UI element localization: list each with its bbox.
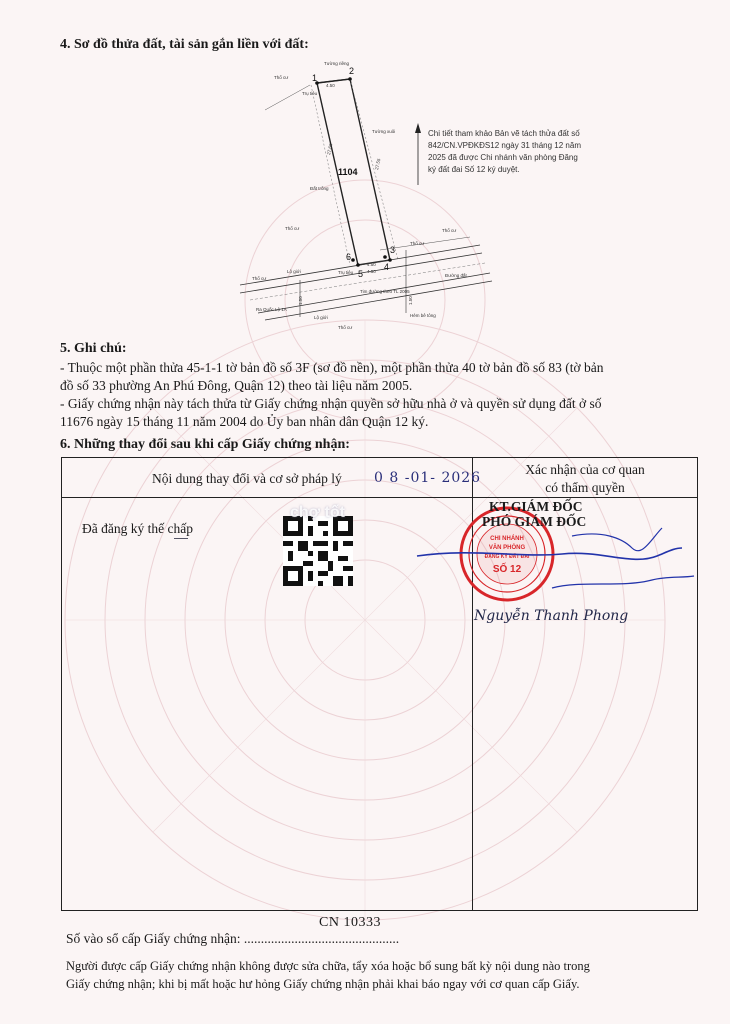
section6-heading: 6. Những thay đổi sau khi cấp Giấy chứng nhận: — [60, 437, 350, 452]
position-title: PHÓ GIÁM ĐỐC — [482, 514, 587, 529]
warning-line: Người được cấp Giấy chứng nhận không được sửa chữa, tẩy xóa hoặc bổ sung bất kỳ nội dung nào trong — [66, 959, 590, 973]
seal-text: ĐĂNG KÝ ĐẤT ĐAI — [484, 554, 530, 560]
label-tuong-rieng: Tường riêng — [324, 61, 349, 66]
label-tuong-xuoi: Tường xuôi — [372, 129, 396, 134]
dim-v2: 1.50 — [408, 296, 413, 305]
warning-line: Giấy chứng nhận; khi bị mất hoặc hư hỏng Giấy chứng nhận phải khai báo ngay với cơ quan cấp Giấy. — [66, 977, 580, 991]
point-label-4: 4 — [384, 262, 390, 272]
signer-name: Nguyễn Thanh Phong — [474, 608, 629, 624]
point-label-6: 6 — [346, 252, 352, 262]
notes-block — [60, 359, 700, 431]
map-reference-note: Chi tiết tham khảo Bản vẽ tách thửa đất số 842/CN.VPĐKĐS12 ngày 31 tháng 12 năm 2025 đã được Chi nhánh văn phòng Đăng ký đất đai Số 12 ký duyệt. — [428, 129, 581, 174]
label-ra-quoc-lo: Ra Quốc Lộ 1A — [256, 307, 287, 312]
label-tho-cu-2: Thổ cư — [285, 226, 300, 231]
label-tho-cu-4: Thổ cư — [410, 241, 425, 246]
label-dat-trong: Đất trống — [310, 186, 329, 191]
col-header-line: Xác nhận của cơ quan — [525, 462, 645, 477]
date-stamp: 0 8 -01- 2026 — [374, 470, 482, 486]
note-line: - Giấy chứng nhận này tách thửa từ Giấy chứng nhận quyền sở hữu nhà ở và quyền sử dụng đất ở số — [60, 396, 602, 411]
initial-mark — [174, 538, 188, 539]
dim-right: 27.55 — [374, 158, 382, 171]
label-tho-cu-1: Thổ cư — [274, 75, 289, 80]
watermark: chợ tốt — [290, 504, 345, 521]
seal-number: SỐ 12 — [492, 564, 522, 575]
entry-text: Đã đăng ký thế chấp — [82, 521, 193, 536]
point-label-5: 5 — [358, 269, 364, 279]
col-header-content: Nội dung thay đổi và cơ sở pháp lý — [152, 471, 342, 486]
point-label-3: 3 — [390, 245, 396, 255]
changes-table — [61, 457, 698, 911]
land-plot-map — [210, 55, 500, 335]
registry-label: Số vào sổ cấp Giấy chứng nhận: .............................................. — [66, 931, 400, 946]
plot-number: 1104 — [338, 167, 358, 177]
section4-heading: 4. Sơ đồ thửa đất, tài sản gắn liền với đất: — [60, 37, 309, 52]
label-tim-duong: Tim đường theo TL 2005 — [360, 289, 410, 294]
note-line: đồ số 33 phường An Phú Đông, Quận 12) theo tài liệu năm 2005. — [60, 378, 413, 393]
certificate-number: CN 10333 — [319, 915, 381, 930]
qr-code — [283, 516, 353, 586]
label-lo-gioi-1: Lộ giới — [287, 269, 301, 274]
kt-title: KT.GIÁM ĐỐC — [489, 499, 583, 514]
section5-heading: 5. Ghi chú: — [60, 341, 127, 356]
point-label-2: 2 — [349, 66, 355, 76]
note-line: - Thuộc một phần thửa 45-1-1 tờ bản đồ số 3F (sơ đồ nền), một phần thửa 40 tờ bản đồ số 83 (tờ bản — [60, 360, 604, 375]
seal-text: CHI NHÁNH — [490, 536, 524, 542]
label-hem: Hẻm bê tông — [410, 313, 436, 318]
seal-text: VĂN PHÒNG — [488, 545, 526, 551]
note-line: 11676 ngày 15 tháng 11 năm 2004 do Ủy ban nhân dân Quận 12 ký. — [60, 414, 429, 429]
dim-left: 27.60 — [326, 143, 334, 156]
signature-stroke — [412, 518, 697, 608]
col-header-confirmation — [473, 461, 697, 497]
label-lo-gioi-2: Lộ giới — [314, 315, 328, 320]
col-header-line: có thẩm quyền — [545, 480, 625, 495]
dim-bottom: 4.50 — [367, 269, 376, 274]
point-label-1: 1 — [312, 73, 318, 83]
label-tho-cu-6: Thổ cư — [338, 325, 353, 330]
dim-top: 4.50 — [326, 83, 335, 88]
north-arrow-icon — [415, 123, 421, 133]
label-tru-tieu-2: Trụ tiêu — [338, 270, 354, 275]
dim-v1: 1.50 — [298, 296, 303, 305]
label-duong-dat: Đường đất — [445, 273, 467, 278]
label-tho-cu-3: Thổ cư — [442, 228, 457, 233]
label-tru-tieu-1: Trụ tiêu — [302, 91, 318, 96]
warning-text — [66, 957, 706, 993]
label-tho-cu-5: Thổ cư — [252, 276, 267, 281]
dim-bottom-2: 4.50 — [367, 262, 376, 267]
